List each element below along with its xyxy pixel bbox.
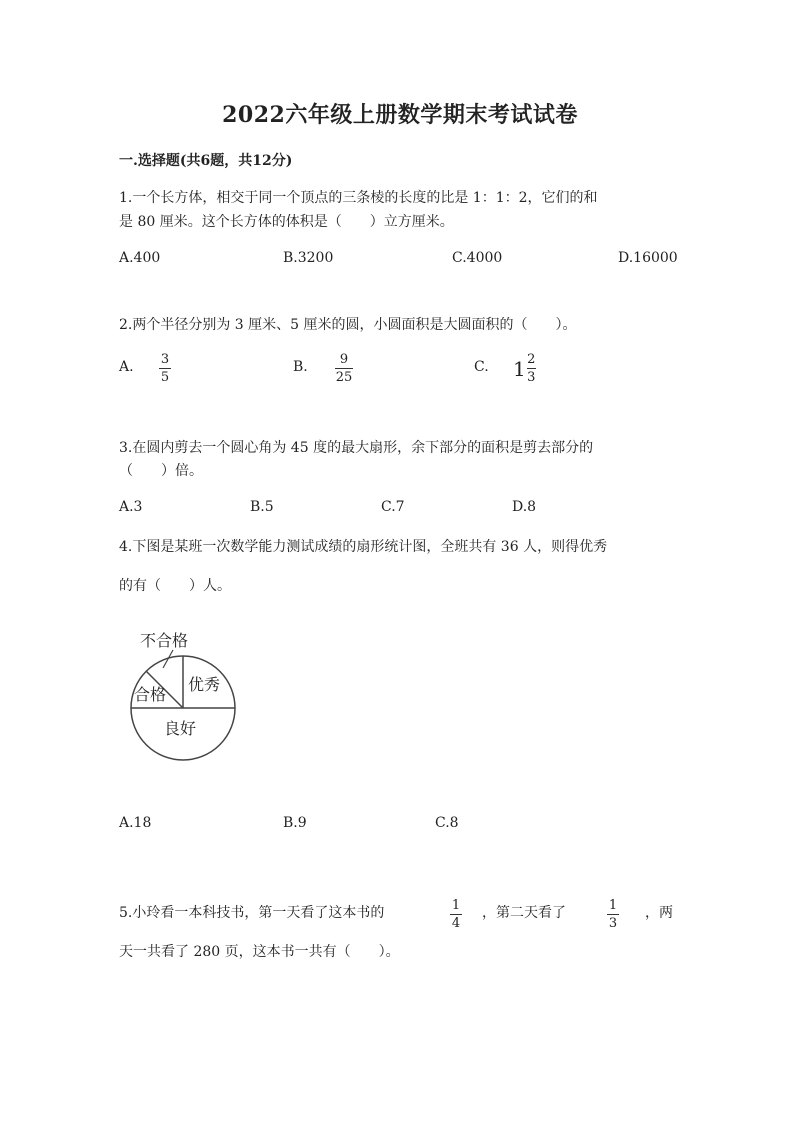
question-5-part-3: ，两 — [645, 905, 673, 921]
q1-option-b: B.3200 — [283, 250, 334, 266]
section-heading: 一.选择题(共6题，共12分) — [119, 153, 293, 169]
q1-option-a: A.400 — [119, 250, 161, 266]
fraction-denominator: 25 — [335, 370, 353, 385]
fraction-numerator: 1 — [608, 898, 618, 913]
pie-label-fail: 不合格 — [140, 631, 189, 650]
question-1-line-2: 是 80 厘米。这个长方体的体积是（ ）立方厘米。 — [119, 214, 454, 230]
fraction-bar — [607, 914, 619, 915]
question-3-line-1: 3.在圆内剪去一个圆心角为 45 度的最大扇形，余下部分的面积是剪去部分的 — [119, 440, 594, 456]
q2-option-c-label: C. — [474, 359, 489, 375]
page-title: 2022六年级上册数学期末考试试卷 — [222, 102, 578, 128]
pie-label-pass: 合格 — [134, 685, 167, 704]
question-4-line-1: 4.下图是某班一次数学能力测试成绩的扇形统计图，全班共有 36 人，则得优秀 — [119, 539, 608, 555]
q2-option-a-label: A. — [119, 359, 134, 375]
fraction-bar — [450, 914, 462, 915]
q1-option-c: C.4000 — [452, 250, 503, 266]
q2-option-b-label: B. — [293, 359, 308, 375]
q3-option-a: A.3 — [119, 499, 143, 515]
q2-option-b-fraction — [335, 352, 353, 385]
fraction-bar — [159, 368, 171, 369]
q4-option-c: C.8 — [435, 815, 459, 831]
q3-option-c: C.7 — [381, 499, 405, 515]
fraction-numerator: 2 — [527, 352, 536, 367]
pie-chart — [118, 626, 248, 766]
mixed-fraction — [527, 352, 536, 385]
question-1-line-1: 1.一个长方体，相交于同一个顶点的三条棱的长度的比是 1：1：2，它们的和 — [119, 190, 598, 206]
q4-option-b: B.9 — [283, 815, 307, 831]
question-3-line-2: （ ）倍。 — [119, 463, 203, 479]
q5-fraction-second-day — [607, 898, 619, 931]
q2-option-c-mixed-number — [513, 352, 536, 385]
q1-option-d: D.16000 — [618, 250, 678, 266]
fraction-denominator: 4 — [451, 916, 461, 931]
fraction-numerator: 1 — [451, 898, 461, 913]
q5-fraction-first-day — [450, 898, 462, 931]
question-5-line-2: 天一共看了 280 页，这本书一共有（ ）。 — [119, 944, 400, 960]
fraction-bar — [527, 368, 536, 369]
q4-option-a: A.18 — [119, 815, 152, 831]
fraction-bar — [335, 368, 353, 369]
question-4-line-2: 的有（ ）人。 — [119, 578, 231, 594]
question-5-part-1: 5.小玲看一本科技书，第一天看了这本书的 — [119, 905, 385, 921]
fraction-numerator: 3 — [160, 352, 170, 367]
fraction-denominator: 3 — [527, 370, 536, 385]
q2-option-a-fraction — [159, 352, 171, 385]
pie-label-good: 良好 — [164, 719, 197, 738]
fraction-denominator: 5 — [160, 370, 170, 385]
pie-label-excellent: 优秀 — [188, 675, 221, 694]
fraction-numerator: 9 — [339, 352, 349, 367]
question-5-part-2: ，第二天看了 — [482, 905, 566, 921]
mixed-whole: 1 — [513, 356, 526, 381]
q3-option-d: D.8 — [512, 499, 537, 515]
q3-option-b: B.5 — [250, 499, 274, 515]
question-2-text: 2.两个半径分别为 3 厘米、5 厘米的圆，小圆面积是大圆面积的（ ）。 — [119, 317, 577, 333]
fraction-denominator: 3 — [608, 916, 618, 931]
